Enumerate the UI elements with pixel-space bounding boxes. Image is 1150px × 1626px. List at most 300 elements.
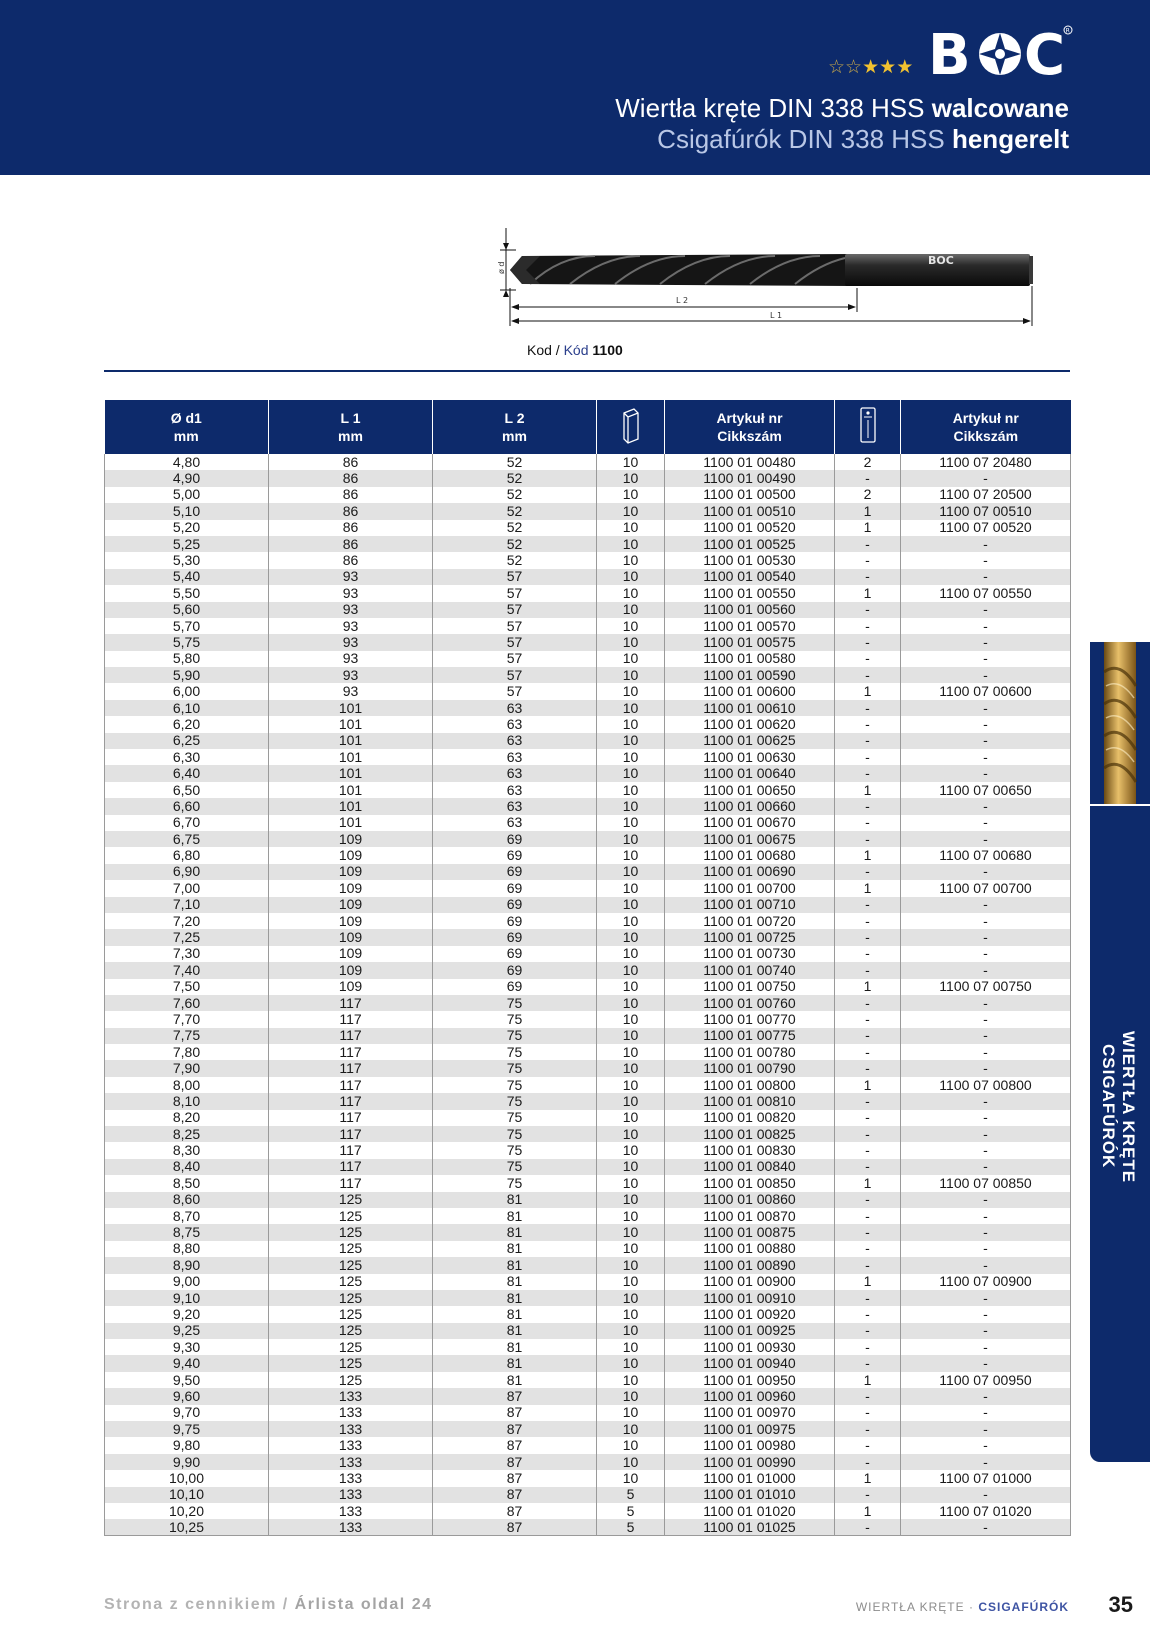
cell-l2: 69 [433, 847, 597, 863]
cell-article-2: - [901, 667, 1071, 683]
cell-pack-qty: 10 [597, 454, 665, 470]
cell-article-2: - [901, 1110, 1071, 1126]
table-row [105, 1306, 1071, 1322]
cell-l2: 75 [433, 1159, 597, 1175]
cell-blister-qty: - [835, 1405, 901, 1421]
cell-diameter: 4,80 [105, 454, 269, 470]
cell-pack-qty: 10 [597, 1355, 665, 1371]
cell-article-2: - [901, 1192, 1071, 1208]
cell-article-2: - [901, 1454, 1071, 1470]
cell-l2: 57 [433, 569, 597, 585]
cell-diameter: 4,90 [105, 470, 269, 486]
cell-blister-qty: - [835, 1224, 901, 1240]
table-row [105, 1175, 1071, 1191]
cell-pack-qty: 10 [597, 1290, 665, 1306]
cell-diameter: 7,50 [105, 979, 269, 995]
cell-article-1: 1100 01 00890 [665, 1257, 835, 1273]
rating-stars [828, 56, 913, 78]
cell-diameter: 5,50 [105, 585, 269, 601]
cell-article-2: - [901, 749, 1071, 765]
cell-article-2: - [901, 765, 1071, 781]
cell-l1: 117 [269, 995, 433, 1011]
cell-article-2: 1100 07 00850 [901, 1175, 1071, 1191]
cell-blister-qty: - [835, 831, 901, 847]
table-row [105, 569, 1071, 585]
cell-blister-qty: 2 [835, 487, 901, 503]
cell-blister-qty: - [835, 815, 901, 831]
cell-diameter: 7,80 [105, 1044, 269, 1060]
table-row [105, 1044, 1071, 1060]
cell-l1: 109 [269, 864, 433, 880]
cell-blister-qty: 1 [835, 1470, 901, 1486]
cell-diameter: 8,60 [105, 1192, 269, 1208]
cell-article-1: 1100 01 00800 [665, 1077, 835, 1093]
cell-article-2: - [901, 552, 1071, 568]
cell-diameter: 8,00 [105, 1077, 269, 1093]
cell-diameter: 7,00 [105, 880, 269, 896]
cell-article-2: 1100 07 00750 [901, 979, 1071, 995]
header-d1: Ø d1 mm [105, 400, 269, 454]
cell-diameter: 6,40 [105, 765, 269, 781]
cell-diameter: 9,25 [105, 1323, 269, 1339]
cell-blister-qty: - [835, 1487, 901, 1503]
cell-l1: 133 [269, 1421, 433, 1437]
cell-l2: 52 [433, 487, 597, 503]
cell-article-1: 1100 01 00820 [665, 1110, 835, 1126]
cell-l2: 87 [433, 1519, 597, 1535]
table-row [105, 864, 1071, 880]
cell-pack-qty: 10 [597, 1093, 665, 1109]
cell-l2: 69 [433, 946, 597, 962]
cell-l2: 81 [433, 1257, 597, 1273]
cell-l2: 52 [433, 503, 597, 519]
cell-article-1: 1100 01 00490 [665, 470, 835, 486]
cell-diameter: 5,30 [105, 552, 269, 568]
cell-l1: 133 [269, 1405, 433, 1421]
cell-article-1: 1100 01 00700 [665, 880, 835, 896]
cell-article-1: 1100 01 00620 [665, 716, 835, 732]
cell-article-2: - [901, 470, 1071, 486]
cell-diameter: 9,40 [105, 1355, 269, 1371]
cell-l2: 81 [433, 1290, 597, 1306]
cell-article-2: 1100 07 00650 [901, 782, 1071, 798]
cell-article-2: - [901, 1142, 1071, 1158]
cell-diameter: 9,50 [105, 1372, 269, 1388]
cell-article-1: 1100 01 00640 [665, 765, 835, 781]
cell-article-1: 1100 01 00875 [665, 1224, 835, 1240]
cell-l1: 125 [269, 1290, 433, 1306]
cell-diameter: 5,20 [105, 520, 269, 536]
table-row [105, 552, 1071, 568]
cell-article-2: 1100 07 20500 [901, 487, 1071, 503]
header-article-1: Artykuł nr Cikkszám [665, 400, 835, 454]
cell-l1: 133 [269, 1519, 433, 1535]
cell-blister-qty: - [835, 1110, 901, 1126]
cell-article-2: - [901, 946, 1071, 962]
cell-article-1: 1100 01 01000 [665, 1470, 835, 1486]
cell-article-2: - [901, 700, 1071, 716]
table-row [105, 979, 1071, 995]
cell-diameter: 10,10 [105, 1487, 269, 1503]
cell-diameter: 8,80 [105, 1241, 269, 1257]
cell-article-2: - [901, 651, 1071, 667]
cell-l1: 109 [269, 913, 433, 929]
cell-blister-qty: - [835, 765, 901, 781]
cell-pack-qty: 10 [597, 1011, 665, 1027]
cell-blister-qty: 2 [835, 454, 901, 470]
cell-l2: 81 [433, 1323, 597, 1339]
cell-l1: 86 [269, 552, 433, 568]
cell-l2: 69 [433, 979, 597, 995]
cell-l1: 125 [269, 1224, 433, 1240]
cell-article-2: - [901, 815, 1071, 831]
cell-article-2: - [901, 913, 1071, 929]
cell-article-1: 1100 01 00570 [665, 618, 835, 634]
cell-l2: 81 [433, 1224, 597, 1240]
cell-article-1: 1100 01 00710 [665, 897, 835, 913]
cell-article-1: 1100 01 00910 [665, 1290, 835, 1306]
cell-l1: 101 [269, 749, 433, 765]
cell-diameter: 9,60 [105, 1388, 269, 1404]
cell-article-2: - [901, 962, 1071, 978]
cell-article-1: 1100 01 00520 [665, 520, 835, 536]
cell-l1: 86 [269, 487, 433, 503]
table-row [105, 1421, 1071, 1437]
dim-l1-label: L 1 [770, 311, 783, 320]
cell-diameter: 9,80 [105, 1437, 269, 1453]
cell-blister-qty: 1 [835, 1077, 901, 1093]
cell-blister-qty: - [835, 995, 901, 1011]
cell-l2: 69 [433, 864, 597, 880]
cell-l2: 57 [433, 585, 597, 601]
cell-article-1: 1100 01 00600 [665, 683, 835, 699]
cell-blister-qty: - [835, 634, 901, 650]
cell-article-2: - [901, 1421, 1071, 1437]
cell-article-2: - [901, 1306, 1071, 1322]
header-article-2: Artykuł nr Cikkszám [901, 400, 1071, 454]
table-row [105, 1159, 1071, 1175]
cell-blister-qty: - [835, 1126, 901, 1142]
table-row [105, 880, 1071, 896]
cell-l2: 75 [433, 1044, 597, 1060]
cell-article-2: - [901, 1241, 1071, 1257]
cell-l1: 109 [269, 847, 433, 863]
cell-l2: 87 [433, 1388, 597, 1404]
cell-article-2: - [901, 1388, 1071, 1404]
cell-diameter: 5,60 [105, 602, 269, 618]
cell-article-1: 1100 01 00950 [665, 1372, 835, 1388]
cell-l1: 125 [269, 1257, 433, 1273]
cell-diameter: 7,20 [105, 913, 269, 929]
cell-pack-qty: 5 [597, 1487, 665, 1503]
cell-pack-qty: 10 [597, 995, 665, 1011]
cell-article-1: 1100 01 00990 [665, 1454, 835, 1470]
table-row [105, 602, 1071, 618]
cell-pack-qty: 10 [597, 700, 665, 716]
cell-diameter: 8,30 [105, 1142, 269, 1158]
cell-article-1: 1100 01 00730 [665, 946, 835, 962]
cell-diameter: 5,80 [105, 651, 269, 667]
cell-pack-qty: 10 [597, 847, 665, 863]
cell-l1: 109 [269, 962, 433, 978]
cell-l1: 101 [269, 782, 433, 798]
cell-l2: 63 [433, 700, 597, 716]
cell-blister-qty: - [835, 716, 901, 732]
cell-l1: 93 [269, 569, 433, 585]
cell-l1: 117 [269, 1077, 433, 1093]
cell-pack-qty: 10 [597, 634, 665, 650]
cell-l2: 87 [433, 1487, 597, 1503]
cell-diameter: 7,90 [105, 1060, 269, 1076]
cell-pack-qty: 10 [597, 1159, 665, 1175]
cell-article-1: 1100 01 01020 [665, 1503, 835, 1519]
cell-l1: 93 [269, 683, 433, 699]
cell-blister-qty: - [835, 700, 901, 716]
cell-l1: 125 [269, 1306, 433, 1322]
table-row [105, 946, 1071, 962]
cell-pack-qty: 10 [597, 831, 665, 847]
cell-diameter: 5,70 [105, 618, 269, 634]
cell-diameter: 8,25 [105, 1126, 269, 1142]
table-row [105, 1224, 1071, 1240]
page-title-hu: Csigafúrók DIN 338 HSS hengerelt [657, 124, 1069, 154]
cell-pack-qty: 10 [597, 1142, 665, 1158]
side-tab-label-hu: CSIGAFÚRÓK [1099, 1044, 1118, 1169]
cell-l1: 133 [269, 1454, 433, 1470]
cell-l1: 117 [269, 1093, 433, 1109]
cell-l1: 93 [269, 667, 433, 683]
star-empty-icon: ☆ [828, 56, 846, 78]
cell-article-2: - [901, 831, 1071, 847]
cell-pack-qty: 10 [597, 798, 665, 814]
cell-l1: 117 [269, 1044, 433, 1060]
table-row [105, 1487, 1071, 1503]
footer-section-name: WIERTŁA KRĘTE · CSIGAFÚRÓK [855, 1600, 1069, 1614]
cell-article-2: - [901, 995, 1071, 1011]
cell-diameter: 6,25 [105, 733, 269, 749]
cell-article-2: - [901, 1323, 1071, 1339]
cell-article-2: - [901, 733, 1071, 749]
cell-pack-qty: 10 [597, 765, 665, 781]
table-row [105, 634, 1071, 650]
cell-l1: 133 [269, 1470, 433, 1486]
cell-article-2: 1100 07 01020 [901, 1503, 1071, 1519]
cell-pack-qty: 10 [597, 487, 665, 503]
cell-diameter: 6,30 [105, 749, 269, 765]
cell-l2: 57 [433, 667, 597, 683]
cell-pack-qty: 10 [597, 1126, 665, 1142]
cell-article-1: 1100 01 00630 [665, 749, 835, 765]
cell-pack-qty: 10 [597, 880, 665, 896]
cell-pack-qty: 10 [597, 864, 665, 880]
cell-blister-qty: - [835, 1028, 901, 1044]
cell-pack-qty: 10 [597, 716, 665, 732]
cell-l2: 69 [433, 929, 597, 945]
cell-article-1: 1100 01 00840 [665, 1159, 835, 1175]
cell-diameter: 5,75 [105, 634, 269, 650]
cell-blister-qty: - [835, 470, 901, 486]
header-blister-qty [835, 400, 901, 454]
table-row [105, 454, 1071, 470]
cell-article-1: 1100 01 00575 [665, 634, 835, 650]
table-row [105, 1126, 1071, 1142]
cell-l2: 87 [433, 1503, 597, 1519]
cell-article-2: - [901, 1011, 1071, 1027]
price-list-reference: Strona z cennikiem / Árlista oldal 24 [104, 1596, 433, 1613]
cell-pack-qty: 10 [597, 962, 665, 978]
table-row [105, 1290, 1071, 1306]
cell-blister-qty: - [835, 1388, 901, 1404]
table-row [105, 798, 1071, 814]
cell-article-1: 1100 01 00980 [665, 1437, 835, 1453]
cell-article-1: 1100 01 00590 [665, 667, 835, 683]
cell-l1: 86 [269, 536, 433, 552]
cell-article-1: 1100 01 00830 [665, 1142, 835, 1158]
cell-article-2: - [901, 1224, 1071, 1240]
cell-pack-qty: 10 [597, 929, 665, 945]
cell-blister-qty: - [835, 1454, 901, 1470]
cell-diameter: 6,20 [105, 716, 269, 732]
cell-article-1: 1100 01 00720 [665, 913, 835, 929]
cell-article-1: 1100 01 00680 [665, 847, 835, 863]
cell-pack-qty: 10 [597, 552, 665, 568]
cell-diameter: 5,90 [105, 667, 269, 683]
cell-pack-qty: 10 [597, 782, 665, 798]
cell-blister-qty: - [835, 1192, 901, 1208]
cell-l1: 117 [269, 1110, 433, 1126]
shank-logo: BOC [928, 254, 954, 267]
cell-pack-qty: 10 [597, 503, 665, 519]
cell-article-1: 1100 01 00725 [665, 929, 835, 945]
cell-article-2: - [901, 864, 1071, 880]
cell-blister-qty: 1 [835, 1503, 901, 1519]
drill-spec-table [104, 400, 1071, 1536]
cell-diameter: 5,00 [105, 487, 269, 503]
table-row [105, 618, 1071, 634]
cell-diameter: 8,90 [105, 1257, 269, 1273]
cell-blister-qty: - [835, 733, 901, 749]
cell-diameter: 9,30 [105, 1339, 269, 1355]
cell-l2: 57 [433, 602, 597, 618]
cell-blister-qty: 1 [835, 520, 901, 536]
cell-pack-qty: 10 [597, 1060, 665, 1076]
table-row [105, 815, 1071, 831]
cell-blister-qty: - [835, 1159, 901, 1175]
cell-l2: 69 [433, 897, 597, 913]
cell-l2: 52 [433, 552, 597, 568]
cell-l2: 57 [433, 618, 597, 634]
cell-l2: 75 [433, 995, 597, 1011]
cell-blister-qty: 1 [835, 1175, 901, 1191]
cell-l2: 87 [433, 1437, 597, 1453]
cell-article-2: - [901, 897, 1071, 913]
cell-diameter: 6,75 [105, 831, 269, 847]
cell-l1: 125 [269, 1274, 433, 1290]
cell-pack-qty: 10 [597, 897, 665, 913]
cell-blister-qty: - [835, 569, 901, 585]
cell-article-2: - [901, 929, 1071, 945]
cell-article-1: 1100 01 00550 [665, 585, 835, 601]
cell-article-1: 1100 01 00925 [665, 1323, 835, 1339]
cell-pack-qty: 10 [597, 815, 665, 831]
table-row [105, 1454, 1071, 1470]
cell-l2: 63 [433, 798, 597, 814]
cell-article-1: 1100 01 00530 [665, 552, 835, 568]
cell-pack-qty: 10 [597, 1388, 665, 1404]
cell-l1: 117 [269, 1011, 433, 1027]
cell-diameter: 9,90 [105, 1454, 269, 1470]
cell-l1: 109 [269, 880, 433, 896]
cell-blister-qty: - [835, 897, 901, 913]
cell-l2: 69 [433, 913, 597, 929]
cell-blister-qty: - [835, 1208, 901, 1224]
dim-d-label: ø d [497, 261, 506, 274]
cell-diameter: 7,25 [105, 929, 269, 945]
cell-l2: 63 [433, 733, 597, 749]
cell-diameter: 10,00 [105, 1470, 269, 1486]
cell-blister-qty: 1 [835, 880, 901, 896]
cell-diameter: 8,50 [105, 1175, 269, 1191]
cell-pack-qty: 10 [597, 1208, 665, 1224]
cell-article-2: 1100 07 20480 [901, 454, 1071, 470]
cell-l2: 63 [433, 716, 597, 732]
table-row [105, 1241, 1071, 1257]
cell-pack-qty: 10 [597, 1306, 665, 1322]
cell-l2: 75 [433, 1077, 597, 1093]
cell-l1: 117 [269, 1028, 433, 1044]
side-drill-thumbnail [1090, 642, 1150, 804]
cell-l1: 101 [269, 716, 433, 732]
cell-l1: 101 [269, 765, 433, 781]
cell-l1: 109 [269, 897, 433, 913]
cell-article-1: 1100 01 00860 [665, 1192, 835, 1208]
cell-article-2: - [901, 1405, 1071, 1421]
table-row [105, 683, 1071, 699]
cell-article-1: 1100 01 00790 [665, 1060, 835, 1076]
cell-article-1: 1100 01 00650 [665, 782, 835, 798]
cell-pack-qty: 10 [597, 1257, 665, 1273]
cell-l1: 117 [269, 1060, 433, 1076]
cell-blister-qty: - [835, 962, 901, 978]
cell-pack-qty: 10 [597, 946, 665, 962]
cell-article-2: - [901, 1339, 1071, 1355]
cell-l1: 133 [269, 1503, 433, 1519]
cell-diameter: 9,10 [105, 1290, 269, 1306]
table-row [105, 503, 1071, 519]
cell-l2: 81 [433, 1306, 597, 1322]
star-filled-icon: ★ [879, 56, 897, 78]
cell-l1: 117 [269, 1142, 433, 1158]
cell-article-2: - [901, 1257, 1071, 1273]
cell-l1: 125 [269, 1339, 433, 1355]
cell-l1: 93 [269, 585, 433, 601]
cell-article-2: - [901, 569, 1071, 585]
cell-blister-qty: - [835, 1142, 901, 1158]
cell-l2: 63 [433, 815, 597, 831]
cell-article-1: 1100 01 00560 [665, 602, 835, 618]
drill-drawing [497, 228, 1075, 336]
cell-diameter: 7,10 [105, 897, 269, 913]
cell-article-2: - [901, 798, 1071, 814]
table-row [105, 1503, 1071, 1519]
cell-blister-qty: - [835, 1421, 901, 1437]
cell-l1: 93 [269, 634, 433, 650]
table-row [105, 929, 1071, 945]
cell-article-1: 1100 01 00970 [665, 1405, 835, 1421]
table-row [105, 995, 1071, 1011]
table-row [105, 897, 1071, 913]
table-row [105, 487, 1071, 503]
